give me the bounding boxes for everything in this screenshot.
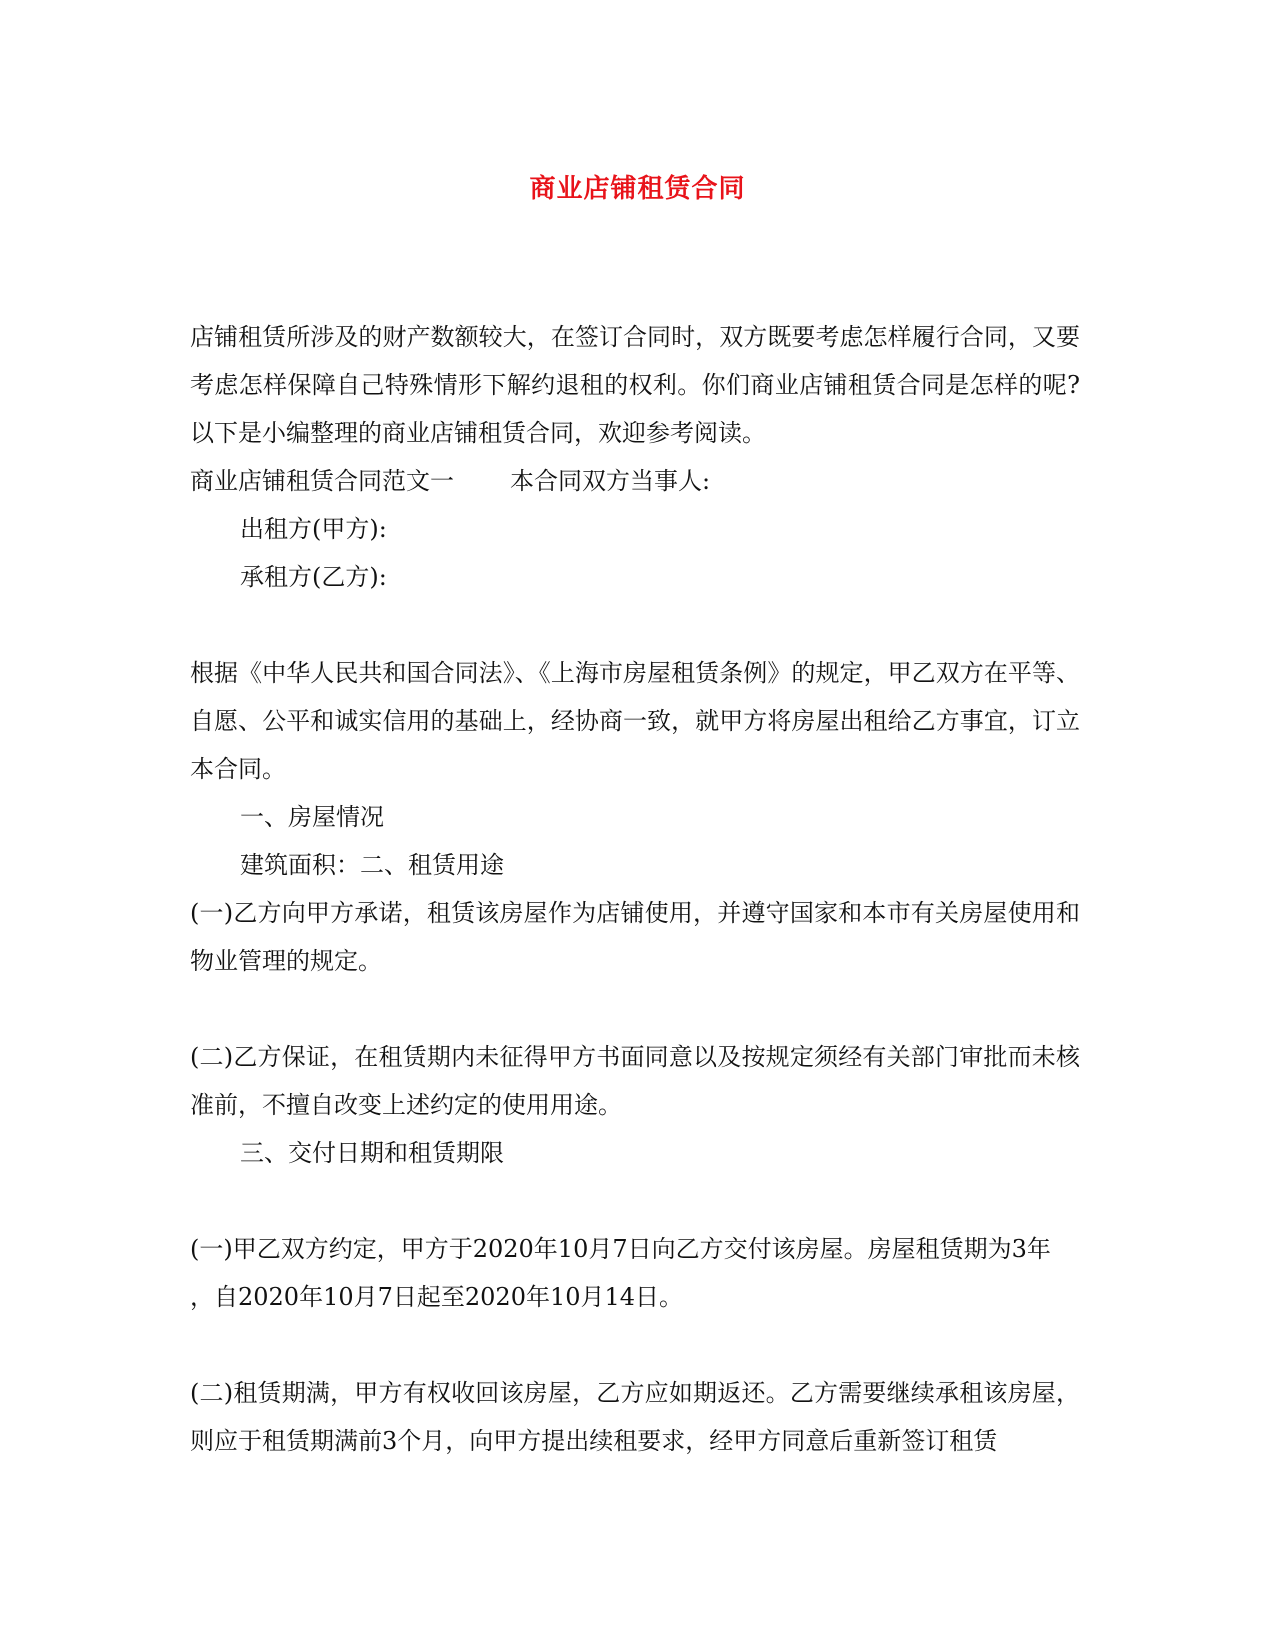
use-clause-1: (一)乙方向甲方承诺，租赁该房屋作为店铺使用，并遵守国家和本市有关房屋使用和物业管理的规定。: [190, 899, 1080, 975]
spacer: [190, 601, 1080, 649]
spacer: [190, 1177, 1080, 1225]
section-3-heading: 三、交付日期和租赁期限: [240, 1139, 504, 1167]
basis-paragraph: 根据《中华人民共和国合同法》、《上海市房屋租赁条例》的规定，甲乙双方在平等、自愿、公平和诚实信用的基础上，经协商一致，就甲方将房屋出租给乙方事宜，订立本合同。: [190, 659, 1080, 783]
intro-paragraph: 店铺租赁所涉及的财产数额较大，在签订合同时，双方既要考虑怎样履行合同，又要考虑怎样保障自己特殊情形下解约退租的权利。你们商业店铺租赁合同是怎样的呢?以下是小编整理的商业店铺租赁合同，欢迎参考阅读。: [190, 323, 1080, 447]
term-clause-1-line-2: ，自2020年10月7日起至2020年10月14日。: [190, 1283, 684, 1311]
lessor-line: 出租方(甲方):: [240, 515, 387, 543]
area-section-2-heading: 建筑面积：二、租赁用途: [240, 851, 504, 879]
term-clause-1-line-1: (一)甲乙双方约定，甲方于2020年10月7日向乙方交付该房屋。房屋租赁期为3年: [190, 1235, 1051, 1263]
lessee-line: 承租方(乙方):: [240, 563, 387, 591]
use-clause-2: (二)乙方保证，在租赁期内未征得甲方书面同意以及按规定须经有关部门审批而未核准前，不擅自改变上述约定的使用用途。: [190, 1043, 1080, 1119]
document-body: [190, 313, 1080, 1465]
sample-heading: 商业店铺租赁合同范文一: [190, 467, 454, 495]
document-title: 商业店铺租赁合同: [529, 174, 746, 204]
spacer: [190, 1321, 1080, 1369]
sample-heading-line: [190, 457, 1080, 505]
term-clause-2: (二)租赁期满，甲方有权收回该房屋，乙方应如期返还。乙方需要继续承租该房屋，则应于租赁期满前3个月，向甲方提出续租要求，经甲方同意后重新签订租赁: [190, 1379, 1080, 1455]
parties-heading: 本合同双方当事人:: [510, 467, 711, 495]
spacer: [190, 985, 1080, 1033]
section-1-heading: 一、房屋情况: [240, 803, 384, 831]
